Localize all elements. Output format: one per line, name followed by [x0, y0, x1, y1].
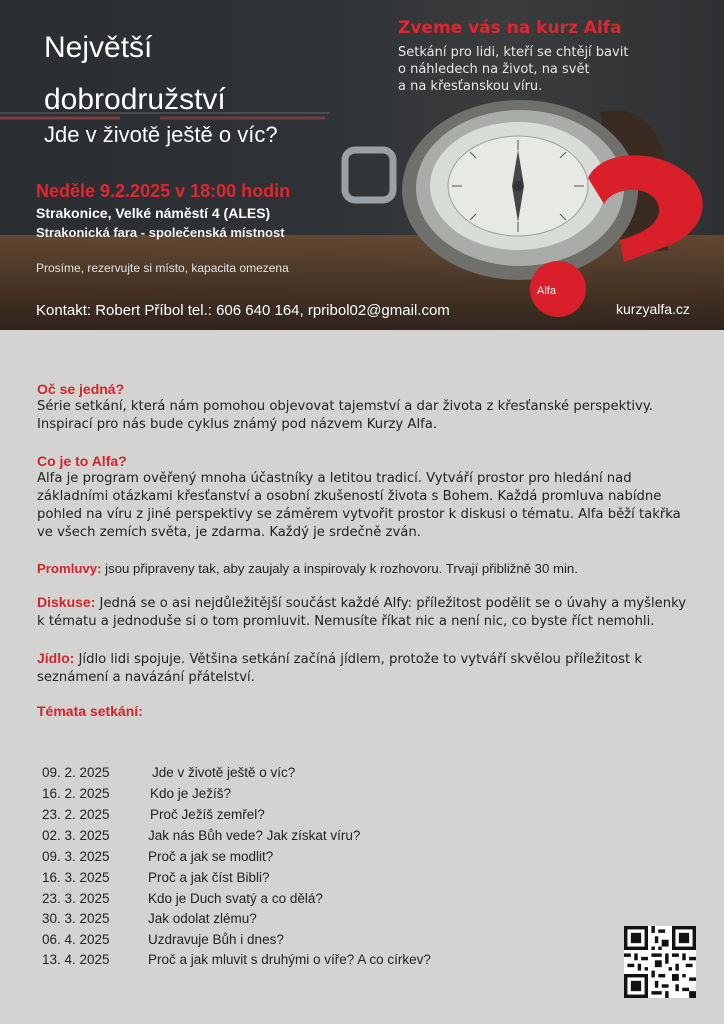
invite-line: a na křesťanskou víru. [398, 79, 543, 94]
schedule-topic: Kdo je Duch svatý a co dělá? [148, 891, 323, 906]
invite-description [398, 44, 678, 95]
schedule-topic: Proč a jak číst Bibli? [148, 870, 270, 885]
schedule-date: 23. 3. 2025 [42, 891, 110, 906]
page-title [44, 22, 226, 126]
schedule-topic: Jak nás Bůh vede? Jak získat víru? [148, 828, 361, 843]
section-oc [37, 380, 697, 434]
invite-line: Setkání pro lidi, kteří se chtějí bavit [398, 45, 629, 60]
schedule-topic: Jde v životě ještě o víc? [152, 765, 296, 780]
section-temata [37, 702, 697, 720]
schedule-topic: Jak odolat zlému? [148, 911, 257, 926]
invite-line: o náhledech na život, na svět [398, 62, 590, 77]
schedule-topic: Proč a jak mluvit s druhými o víře? A co církev? [148, 952, 431, 967]
subtitle: Jde v životě ještě o víc? [44, 122, 278, 147]
qr-code-icon[interactable] [624, 926, 696, 998]
event-address: Strakonice, Velké náměstí 4 (ALES) [36, 205, 271, 221]
section-alfa [37, 452, 697, 542]
event-date: Neděle 9.2.2025 v 18:00 hodin [36, 181, 291, 201]
section-heading: Témata setkání: [37, 703, 143, 719]
section-text: Alfa je program ověřený mnoha účastníky a letitou tradicí. Vytváří prostor pro hledání nad základními otázkami křesťanství a osobní zkušeností života s Bohem. Každá promluva nabídne pohled na víru z jiné perspektivy se záměrem vytvořit prostor k diskusi o tématu. Alfa běží takřka ve všech zemích světa, je zdarma. Každý je srdečně zván. [37, 471, 681, 540]
schedule-topic: Uzdravuje Bůh i dnes? [148, 932, 284, 947]
schedule-date: 13. 4. 2025 [42, 952, 110, 967]
schedule-date: 06. 4. 2025 [42, 932, 110, 947]
schedule-date: 30. 3. 2025 [42, 911, 110, 926]
reservation-note: Prosíme, rezervujte si místo, kapacita omezena [36, 261, 289, 275]
section-label: Jídlo: [37, 650, 75, 666]
section-text: Série setkání, která nám pomohou objevovat tajemství a dar života z křesťanské perspektivy. Inspirací pro nás bude cyklus známý pod názvem Kurzy Alfa. [37, 399, 653, 432]
schedule-date: 16. 3. 2025 [42, 870, 110, 885]
section-label: Diskuse: [37, 594, 96, 610]
contact-info: Kontakt: Robert Příbol tel.: 606 640 164, rpribol02@gmail.com [36, 302, 450, 319]
section-text: jsou připraveny tak, aby zaujaly a inspirovaly k rozhovoru. Trvají přibližně 30 min. [101, 561, 578, 576]
section-diskuse [37, 593, 697, 631]
schedule-topic: Proč a jak se modlit? [148, 849, 274, 864]
section-heading: Oč se jedná? [37, 381, 125, 397]
website-link[interactable]: kurzyalfa.cz [616, 301, 690, 317]
event-venue: Strakonická fara - společenská místnost [36, 225, 285, 240]
schedule-date: 09. 2. 2025 [42, 765, 110, 780]
section-jidlo [37, 649, 697, 687]
hero-banner [0, 0, 724, 330]
schedule-topic: Proč Ježíš zemřel? [150, 807, 265, 822]
schedule-date: 16. 2. 2025 [42, 786, 110, 801]
main-content [37, 380, 697, 720]
schedule-date: 02. 3. 2025 [42, 828, 110, 843]
section-text: Jedná se o asi nejdůležitější součást každé Alfy: příležitost podělit se o úvahy a myšlenky k tématu a jednoduše si o tom promluvit. Nemusíte říkat nic a není nic, co byste říct nemohli. [37, 596, 687, 629]
alfa-logo-label: Alfa [537, 285, 556, 297]
section-label: Promluvy: [37, 561, 102, 576]
schedule-topic: Kdo je Ježíš? [150, 786, 232, 801]
schedule-date: 23. 2. 2025 [42, 807, 110, 822]
invite-heading: Zveme vás na kurz Alfa [398, 18, 622, 38]
title-line-1: Největší [44, 31, 153, 64]
section-text: Jídlo lidi spojuje. Většina setkání začíná jídlem, protože to vytváří skvělou příležitost k seznámení a navázání přátelství. [37, 652, 643, 685]
section-heading: Co je to Alfa? [37, 453, 127, 469]
title-line-2: dobrodružství [44, 83, 226, 116]
schedule-date: 09. 3. 2025 [42, 849, 110, 864]
section-promluvy [37, 560, 697, 578]
